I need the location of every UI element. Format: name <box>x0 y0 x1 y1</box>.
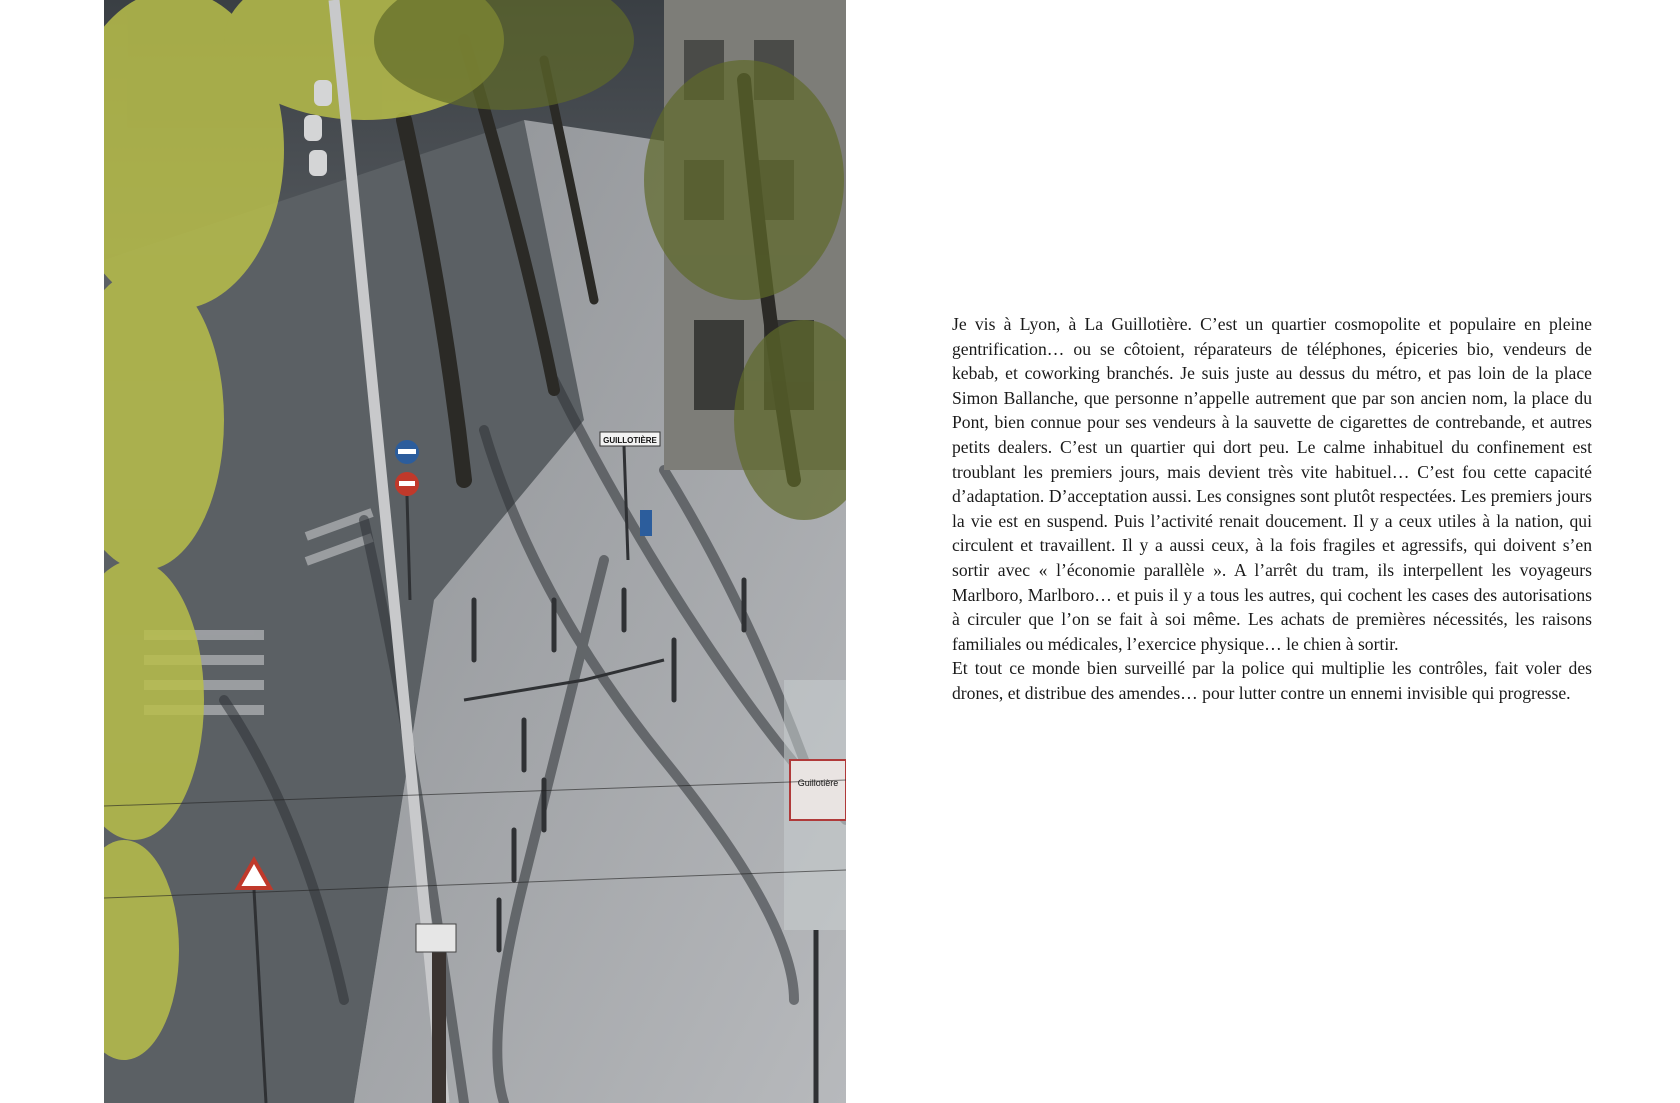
tram-stop-text: Guillotière <box>797 778 839 788</box>
street-name-sign <box>600 432 660 446</box>
blue-round-sign <box>395 440 419 464</box>
article-text <box>952 312 1592 706</box>
paragraph: Et tout ce monde bien surveillé par la police qui multiplie les contrôles, fait voler des drones, et distribue des amendes… pour lutter contre un ennemi invisible qui progresse. <box>952 658 1592 703</box>
no-entry-sign <box>395 472 419 496</box>
paragraph: Je vis à Lyon, à La Guillotière. C’est un quartier cosmopolite et populaire en pleine gentrification… ou se côtoient, réparateurs de téléphones, épiceries bio, vendeurs de kebab, et coworking branchés. Je suis juste au dessus du métro, et pas loin de la place Simon Ballanche, que personne n’appelle autrement que par son ancien nom, la place du Pont, bien connue pour ses vendeurs à la sauvette de cigarettes de contrebande, et autres petits dealers. C’est un quartier qui dort peu. Le calme inhabituel du confinement est troublant les premiers jours, mais devient très vite habituel… C’est fou cette capacité d’adaptation. D’acceptation aussi. Les consignes sont plutôt respectées. Les premiers jours la vie est en suspend. Puis l’activité renait doucement. Il y a ceux utiles à la nation, qui circulent et travaillent. Il y a aussi ceux, à la fois fragiles et agressifs, qui doivent s’en sortir avec « l’économie parallèle ». A l’arrêt du tram, ils interpellent les voyageurs Marlboro, Marlboro… et puis il y a tous les autres, qui cochent les cases des autorisations à circuler que l’on se fait à soi même. Les achats de premières nécessités, les raisons familiales ou médicales, l’exercice physique… le chien à sortir. <box>952 314 1592 654</box>
poster-post <box>432 930 446 1103</box>
street-photo <box>104 0 846 1103</box>
pedestrian-sign <box>640 510 652 536</box>
street-name-text: GUILLOTIÈRE <box>603 436 657 445</box>
